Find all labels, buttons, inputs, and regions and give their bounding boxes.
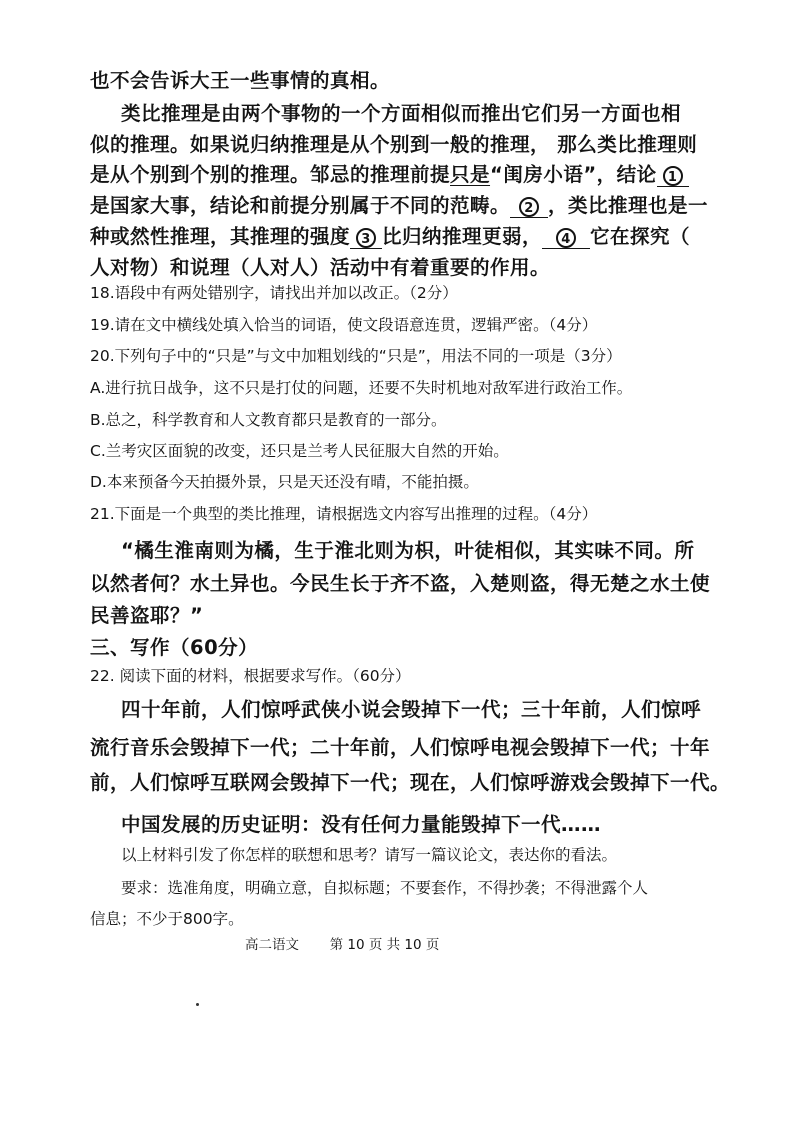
passage-text: 比归纳推理更弱， <box>382 225 543 248</box>
passage-text: 是国家大事，结论和前提分别属于不同的范畴。 <box>90 194 511 217</box>
material-line-1: 四十年前，人们惊呼武侠小说会毁掉下一代；三十年前，人们惊呼 <box>121 698 702 721</box>
question-21: 21.下面是一个典型的类比推理，请根据选文内容写出推理的过程。（4分） <box>90 505 598 523</box>
section-title: 三、写作（60分） <box>90 636 259 659</box>
footer-subject: 高二语文 <box>245 937 299 953</box>
option-c: C.兰考灾区面貌的改变，还只是兰考人民征服大自然的开始。 <box>90 442 509 460</box>
passage-text: 似的推理。如果说归纳推理是从个别到一般的推理， 那么类比推理则 <box>90 133 698 156</box>
requirements-line-2: 信息；不少于800字。 <box>90 910 244 928</box>
passage-line-3 <box>90 135 697 155</box>
question-18: 18.语段中有两处错别字，请找出并加以改正。（2分） <box>90 284 458 302</box>
passage-text: 是从个别到个别的推理。邹忌的推理前提 <box>90 163 451 186</box>
passage-line-1 <box>90 71 390 91</box>
blank-2 <box>510 196 548 218</box>
scan-speck <box>196 1003 199 1006</box>
passage-text: 它在探究（ <box>590 225 691 248</box>
requirements-line-1: 要求：选准角度，明确立意，自拟标题；不要套作，不得抄袭；不得泄露个人 <box>121 879 649 897</box>
passage-text: 类比推理是由两个事物的一个方面相似而推出它们另一方面也相 <box>121 102 682 125</box>
circled-number-1: 1 <box>663 166 683 186</box>
circled-number-3: 3 <box>356 228 376 248</box>
blank-4 <box>542 227 590 249</box>
passage-line-2 <box>121 104 681 124</box>
footer-page-number: 第 10 页 共 10 页 <box>329 937 440 953</box>
passage-line-4 <box>90 165 689 187</box>
material-line-4: 中国发展的历史证明：没有任何力量能毁掉下一代…… <box>121 813 602 836</box>
passage-line-6 <box>90 227 690 249</box>
question-19: 19.请在文中横线处填入恰当的词语，使文段语意连贯，逻辑严密。（4分） <box>90 316 598 334</box>
page-footer <box>245 933 439 953</box>
question-20: 20.下列句子中的“只是”与文中加粗划线的“只是”，用法不同的一项是（3分） <box>90 347 622 365</box>
option-a: A.进行抗日战争，这不只是打仗的问题，还要不失时机地对敌军进行政治工作。 <box>90 379 633 397</box>
writing-prompt: 以上材料引发了你怎样的联想和思考？请写一篇议论文，表达你的看法。 <box>121 846 618 864</box>
blank-3 <box>350 227 382 249</box>
quote-line-3: 民善盗耶？” <box>90 604 204 627</box>
passage-text: “闺房小语”，结论 <box>490 163 657 186</box>
passage-text: 人对物）和说理（人对人）活动中有着重要的作用。 <box>90 256 551 279</box>
blank-1 <box>657 165 689 187</box>
underlined-keyword: 只是 <box>450 163 491 186</box>
option-d: D.本来预备今天拍摄外景，只是天还没有晴，不能拍摄。 <box>90 473 479 491</box>
material-line-3: 前，人们惊呼互联网会毁掉下一代；现在，人们惊呼游戏会毁掉下一代。 <box>90 771 731 794</box>
quote-line-2: 以然者何？水土异也。今民生长于齐不盗，入楚则盗，得无楚之水土使 <box>90 572 711 595</box>
option-b: B.总之，科学教育和人文教育都只是教育的一部分。 <box>90 411 447 429</box>
material-line-2: 流行音乐会毁掉下一代；二十年前，人们惊呼电视会毁掉下一代；十年 <box>90 736 711 759</box>
passage-text: 种或然性推理，其推理的强度 <box>90 225 351 248</box>
question-22: 22. 阅读下面的材料，根据要求写作。（60分） <box>90 667 411 685</box>
passage-text: 也不会告诉大王一些事情的真相。 <box>90 69 391 92</box>
quote-line-1: “橘生淮南则为橘，生于淮北则为枳，叶徒相似，其实味不同。所 <box>121 539 695 562</box>
circled-number-2: 2 <box>519 197 539 217</box>
passage-line-5 <box>90 196 708 218</box>
circled-number-4: 4 <box>556 228 576 248</box>
passage-line-7 <box>90 258 550 278</box>
passage-text: ，类比推理也是一 <box>548 194 709 217</box>
